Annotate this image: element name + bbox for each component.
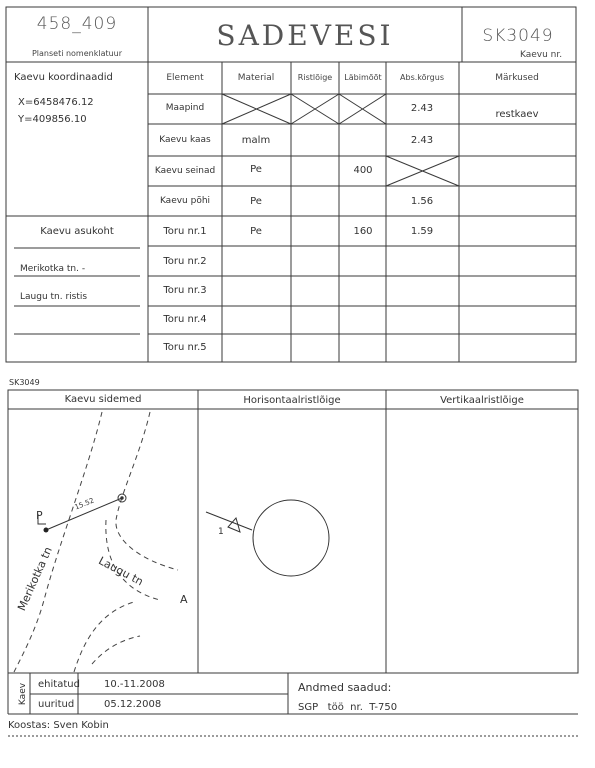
footer-side-label: Kaev (18, 682, 28, 706)
table-cell-element: Kaevu põhi (159, 196, 211, 206)
author-line: Koostas: Sven Kobin (8, 720, 109, 731)
col-header-height: Abs.kõrgus (400, 73, 444, 82)
coordinate-y: Y=409856.10 (18, 114, 87, 125)
table-cell-material: malm (241, 135, 271, 146)
built-date: 10.-11.2008 (104, 679, 165, 690)
table-cell-material: Pe (250, 226, 262, 237)
data-source-value: SGP töö nr. T-750 (298, 702, 398, 713)
panel-title-connections: Kaevu sidemed (64, 394, 142, 405)
drawing-small-label: SK3049 (9, 378, 40, 387)
table-cell-diameter: 160 (353, 226, 373, 237)
table-cell-element: Maapind (165, 103, 205, 113)
col-header-section: Ristlõige (297, 73, 333, 82)
col-header-diameter: Läbimõõt (344, 73, 382, 82)
table-cell-element: Toru nr.2 (163, 256, 207, 267)
table-cell-element: Kaevu kaas (159, 135, 211, 145)
well-cross-section-circle (253, 500, 329, 576)
street-outlines (14, 412, 178, 672)
table-cell-element: Kaevu seinad (154, 166, 216, 176)
well-id-label: Kaevu nr. (520, 50, 563, 60)
coordinate-x: X=6458476.12 (18, 97, 94, 108)
table-cell-element: Toru nr.1 (163, 226, 207, 237)
marker-p: P (36, 509, 43, 522)
table-cell-height: 1.59 (410, 226, 434, 237)
coordinates-label: Kaevu koordinaadid (14, 72, 113, 83)
sheet-number: 458_409 (36, 14, 118, 34)
well-id: SK3049 (482, 26, 554, 46)
table-cell-element: Toru nr.3 (163, 285, 207, 296)
page-title: SADEVESI (216, 19, 394, 52)
table-cell-height: 1.56 (410, 196, 434, 207)
reference-point (44, 528, 49, 533)
table-cell-element: Toru nr.4 (163, 314, 207, 325)
street-label-laugu: Laugu tn (96, 554, 146, 589)
col-header-notes: Märkused (495, 73, 539, 83)
table-cell-diameter: 400 (353, 165, 373, 176)
table-cell-element: Toru nr.5 (163, 342, 207, 353)
data-source-label: Andmed saadud: (298, 681, 392, 694)
table-cell-material: Pe (250, 164, 262, 175)
flow-arrow (228, 518, 240, 532)
surveyed-label: uuritud (38, 699, 75, 710)
marker-a: A (180, 593, 188, 606)
street-label-merikotka: Merikotka tn (15, 544, 55, 613)
table-cell-notes: restkaev (495, 109, 539, 120)
location-line-2: Laugu tn. ristis (20, 292, 88, 302)
built-label: ehitatud (38, 679, 80, 690)
sheet-label: Planseti nomenklatuur (31, 49, 123, 58)
panel-title-horizontal: Horisontaalristlõige (243, 395, 341, 406)
location-line-1: Merikotka tn. - (20, 264, 86, 274)
surveyed-date: 05.12.2008 (104, 699, 162, 710)
table-cell-material: Pe (250, 196, 262, 207)
location-label: Kaevu asukoht (40, 226, 114, 237)
table-cell-height: 2.43 (410, 103, 434, 114)
panel-title-vertical: Vertikaalristlõige (440, 395, 524, 406)
col-header-element: Element (166, 73, 204, 83)
col-header-material: Material (237, 73, 275, 83)
table-cell-height: 2.43 (410, 135, 434, 146)
pipe-length-label: 15.52 (73, 496, 96, 512)
pipe-number-label: 1 (218, 527, 224, 537)
